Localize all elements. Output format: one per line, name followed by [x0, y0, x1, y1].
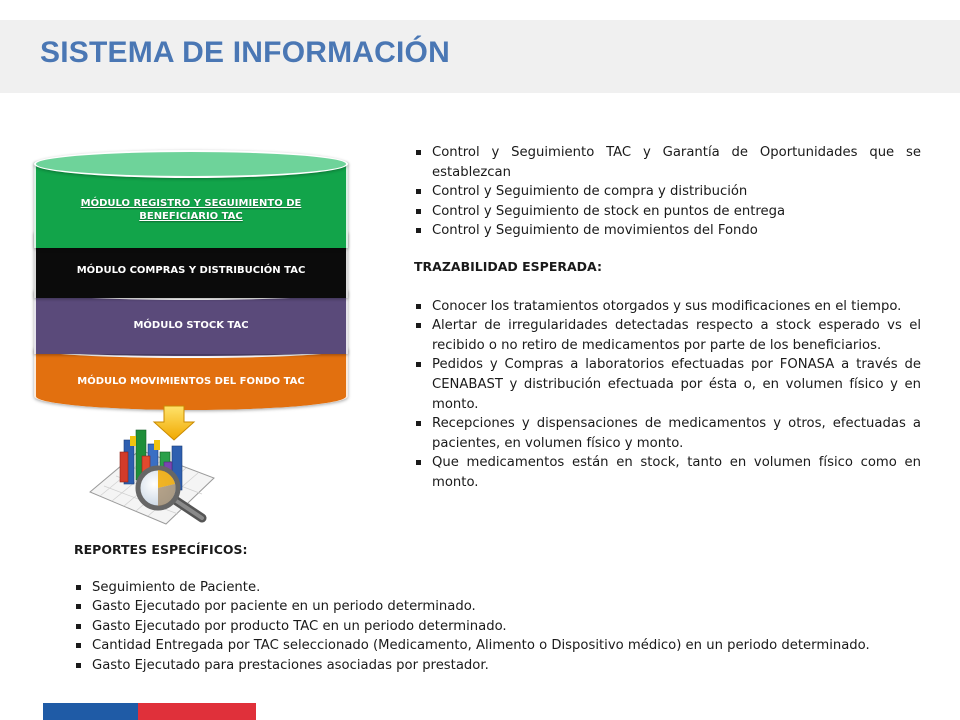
list-item: Alertar de irregularidades detectadas respecto a stock esperado vs el recibido o no retiro de medicamentos por parte de los beneficiarios.	[414, 316, 921, 355]
reportes-heading: REPORTES ESPECÍFICOS:	[74, 542, 248, 557]
footer-blue-bar	[43, 703, 138, 720]
list-item: Cantidad Entregada por TAC seleccionado (Medicamento, Alimento o Dispositivo médico) en un periodo determinado.	[74, 636, 934, 656]
reportes-list	[74, 578, 934, 676]
page-title: SISTEMA DE INFORMACIÓN	[40, 36, 450, 69]
list-item: Recepciones y dispensaciones de medicamentos y otros, efectuadas a pacientes, en volumen físico y monto.	[414, 414, 921, 453]
reportes-section	[74, 540, 934, 676]
footer-red-bar	[138, 703, 256, 720]
list-item: Seguimiento de Paciente.	[74, 578, 934, 598]
list-item: Control y Seguimiento de stock en puntos de entrega	[414, 202, 921, 222]
bar-chart-magnifier-icon	[84, 400, 224, 530]
right-text-column	[414, 143, 921, 493]
module-compras-distribucion-label: MÓDULO COMPRAS Y DISTRIBUCIÓN TAC	[76, 264, 306, 276]
list-item: Control y Seguimiento de movimientos del Fondo	[414, 221, 921, 241]
cylinder-top	[34, 150, 348, 178]
list-item: Gasto Ejecutado para prestaciones asociadas por prestador.	[74, 656, 934, 676]
module-movimientos-fondo-label: MÓDULO MOVIMIENTOS DEL FONDO TAC	[77, 375, 305, 387]
module-registro-seguimiento-label: MÓDULO REGISTRO Y SEGUIMIENTO DE BENEFICIARIO TAC	[80, 198, 302, 222]
list-item: Gasto Ejecutado por paciente en un periodo determinado.	[74, 597, 934, 617]
trazabilidad-list	[414, 297, 921, 493]
list-item: Control y Seguimiento de compra y distribución	[414, 182, 921, 202]
list-item: Pedidos y Compras a laboratorios efectuadas por FONASA a través de CENABAST y distribución efectuada por ésta o, en volumen físico y en monto.	[414, 355, 921, 414]
module-stack	[30, 148, 352, 418]
module-stock-label: MÓDULO STOCK TAC	[133, 319, 249, 331]
list-item: Conocer los tratamientos otorgados y sus modificaciones en el tiempo.	[414, 297, 921, 317]
controls-list	[414, 143, 921, 241]
trazabilidad-heading: TRAZABILIDAD ESPERADA:	[414, 258, 602, 274]
report-chart-illustration	[84, 400, 224, 530]
list-item: Que medicamentos están en stock, tanto en volumen físico como en monto.	[414, 453, 921, 492]
list-item: Gasto Ejecutado por producto TAC en un periodo determinado.	[74, 617, 934, 637]
list-item: Control y Seguimiento TAC y Garantía de Oportunidades que se establezcan	[414, 143, 921, 182]
